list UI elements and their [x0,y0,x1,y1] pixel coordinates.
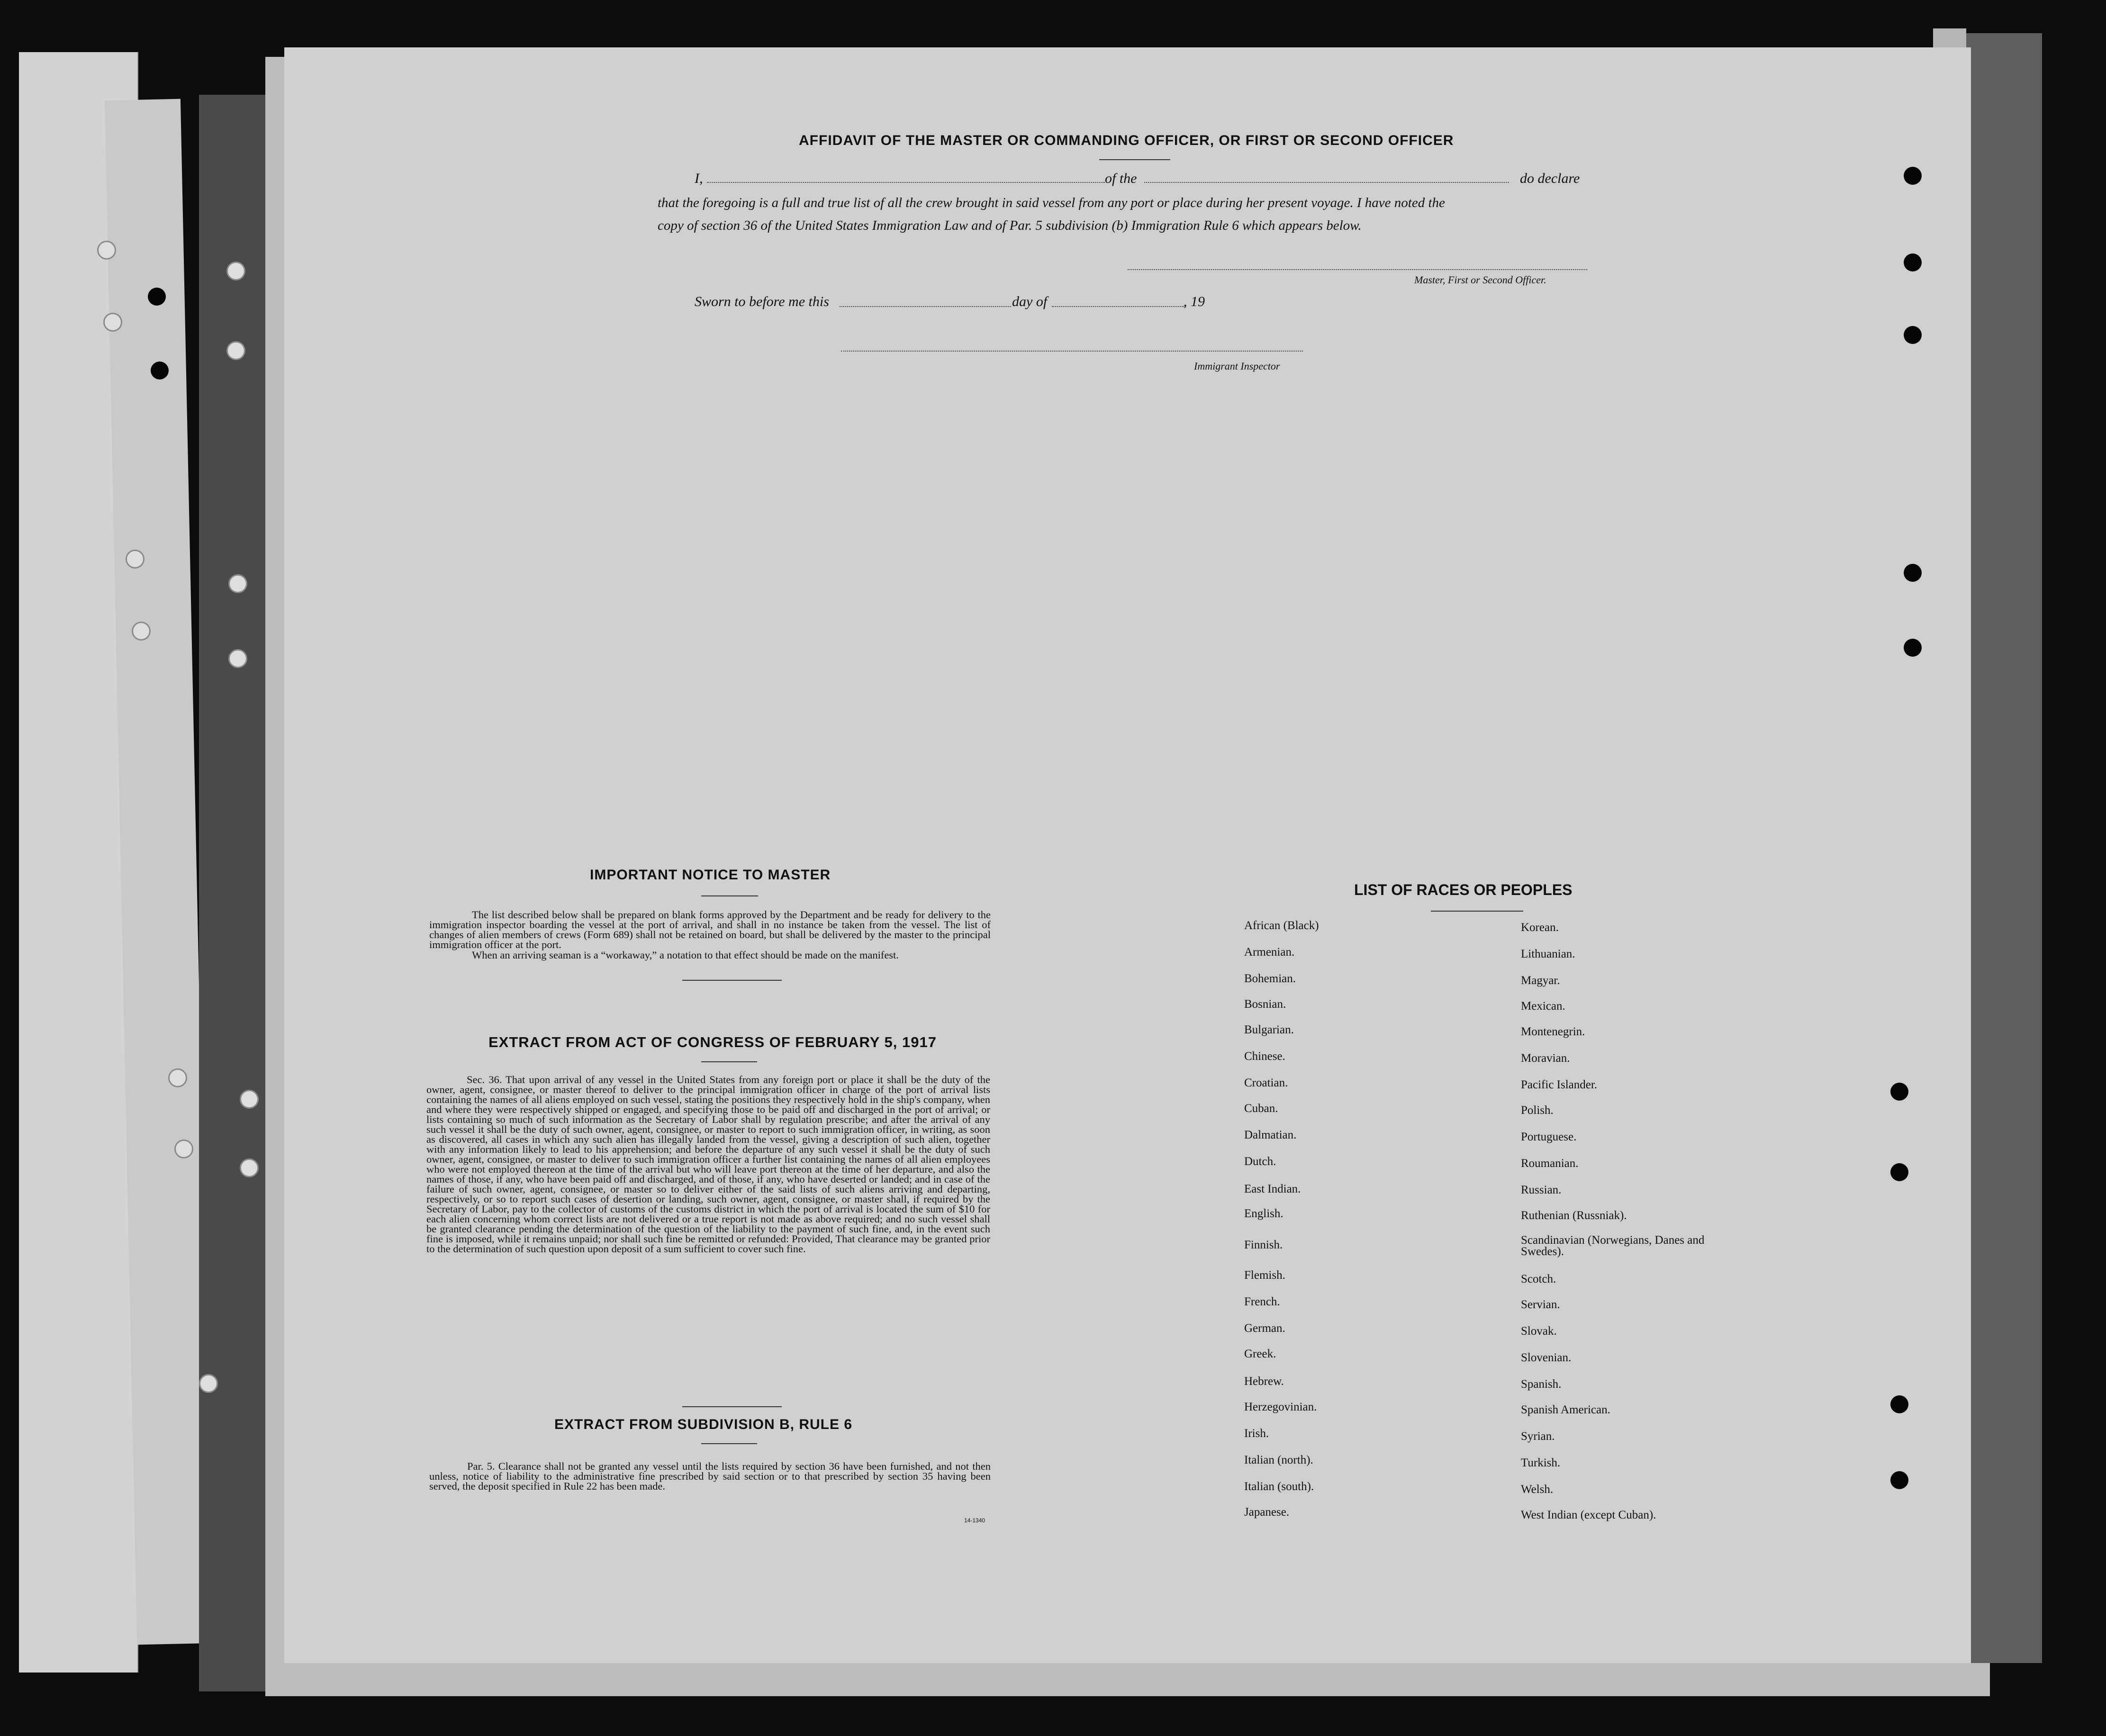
race-item: Cuban. [1244,1102,1278,1115]
race-item: Finnish. [1244,1239,1283,1251]
race-item: Slovenian. [1521,1351,1572,1364]
punch-hole [151,362,169,380]
race-item: Ruthenian (Russniak). [1521,1209,1627,1222]
race-item: Syrian. [1521,1430,1555,1443]
affidavit-statement-line-3: copy of section 36 of the United States Immigration Law and of Par. 5 subdivision (b) Immigration Rule 6 which appears below. [658,218,1362,233]
race-item: Spanish American. [1521,1403,1610,1416]
race-item: Spanish. [1521,1378,1562,1391]
vessel-name-blank[interactable] [1144,182,1509,183]
race-item: Portuguese. [1521,1130,1577,1143]
punch-hole [199,1374,218,1393]
notice-paragraph-2: When an arriving seaman is a “workaway,” a notation to that effect should be made on the manifest. [472,949,899,961]
punch-hole [1904,326,1922,344]
punch-hole [168,1068,187,1087]
race-item: Hebrew. [1244,1375,1284,1388]
punch-hole [1890,1083,1908,1101]
race-item: Slovak. [1521,1325,1557,1338]
race-item: Italian (south). [1244,1480,1314,1493]
race-item: Bosnian. [1244,998,1286,1011]
races-title: LIST OF RACES OR PEOPLES [1354,881,1573,898]
race-item: Dalmatian. [1244,1129,1297,1141]
notice-title: IMPORTANT NOTICE TO MASTER [590,867,831,883]
act-section-36-text: Sec. 36. That upon arrival of any vessel in the United States from any foreign port or place it shall be the duty of the owner, agent, consignee, or master thereof to deliver to the principal immigration officer in charge of the port of arrival lists containing the names of all aliens employed on such vessel, stating the positions they respectively hold in the ship's company, when and where they were respectively shipped or engaged, and specifying those to be paid off and discharged in the port of arrival; or lists containing so much of such information as the Secretary of Labor shall by regulation prescribe; and after the arrival of any such vessel it shall be the duty of such owner, agent, consignee, or master to report to such immigration officer, in writing, as soon as discovered, all cases in which any such alien has illegally landed from the vessel, giving a description of such alien, together with any information likely to lead to his apprehension; and before the departure of any such vessel it shall be the duty of such owner, agent, consignee, or master to deliver to such immigration officer a further list containing the names of all alien employees who were not employed thereon at the time of the arrival but who will leave port thereon at the time of her departure, and also the names of those, if any, who have been paid off and discharged, and of those, if any, who have deserted or landed; and in case of the failure of such owner, agent, consignee, or master so to deliver either of the said lists of such aliens arriving and departing, respectively, or so to report such cases of desertion or landing, such owner, agent, consignee, or master shall, if required by the Secretary of Labor, pay to the collector of customs of the customs district in which the port of arrival is located the sum of $10 for each alien concerning whom correct lists are not delivered or a true report is not made as above required; and no such vessel shall be granted clearance pending the determination of the question of the liability to the payment of such fine, and, in the event such fine is imposed, while it remains unpaid; nor shall such fine be remitted or refunded: Provided, That clearance may be granted prior to the determination of such question upon deposit of a sum sufficient to cover such fine. [426,1074,990,1255]
master-signature-caption: Master, First or Second Officer. [1414,274,1546,286]
punch-hole [226,262,245,280]
punch-hole [1904,564,1922,582]
divider [701,1443,757,1444]
punch-hole [1890,1163,1908,1181]
affidavit-i-label: I, [695,171,703,186]
race-item: Russian. [1521,1184,1562,1196]
race-item: French. [1244,1295,1280,1308]
race-item: Bulgarian. [1244,1023,1294,1036]
day-of-label: day of [1012,294,1048,309]
sworn-label: Sworn to before me this [695,294,829,309]
rule6-extract-title: EXTRACT FROM SUBDIVISION B, RULE 6 [554,1417,853,1432]
punch-hole [1904,167,1922,185]
punch-hole [1904,253,1922,271]
race-item: Scandinavian (Norwegians, Danes and Swedes). [1521,1234,1705,1258]
race-item: Servian. [1521,1298,1560,1311]
race-item: East Indian. [1244,1183,1301,1195]
affidavit-statement-line-2: that the foregoing is a full and true list of all the crew brought in said vessel from any port or place during her present voyage. I have noted the [658,195,1445,210]
race-item: Italian (north). [1244,1454,1313,1466]
race-item: Chinese. [1244,1050,1285,1063]
divider [1431,911,1523,912]
notice-paragraph-1: The list described below shall be prepared on blank forms approved by the Department and be ready for delivery to the immigration inspector boarding the vessel at the port of arrival, and shall in no instance be taken from the vessel. The list of changes of alien members of crews (Form 689) shall not be retained on board, but shall be delivered by the master to the principal immigration officer at the port. [429,909,991,950]
race-item: Irish. [1244,1427,1269,1440]
punch-hole [148,288,166,306]
punch-hole [1904,639,1922,657]
punch-hole [126,550,145,569]
inspector-signature-line[interactable] [841,351,1303,352]
race-item: West Indian (except Cuban). [1521,1509,1656,1521]
punch-hole [228,574,247,593]
sworn-month-blank[interactable] [1052,306,1184,307]
inspector-caption: Immigrant Inspector [1194,360,1280,372]
divider [701,1061,757,1062]
affidavit-declare-label: do declare [1520,171,1580,186]
race-item: Pacific Islander. [1521,1078,1598,1091]
master-signature-line[interactable] [1128,269,1587,270]
race-item: Herzegovinian. [1244,1401,1317,1413]
divider [682,1406,782,1407]
race-item: Scotch. [1521,1273,1556,1285]
punch-hole [1890,1471,1908,1489]
right-binding-edge [1966,33,2042,1663]
race-item: Turkish. [1521,1456,1561,1469]
race-item: Mexican. [1521,1000,1565,1013]
race-item: African (Black) [1244,919,1319,932]
race-item: Japanese. [1244,1506,1290,1519]
binding-shadow [199,95,265,1691]
punch-hole [240,1158,259,1177]
master-name-blank[interactable] [707,182,1105,183]
affidavit-title: AFFIDAVIT OF THE MASTER OR COMMANDING OFFICER, OR FIRST OR SECOND OFFICER [799,133,1454,148]
form-number: 14-1340 [964,1517,985,1524]
race-item: Greek. [1244,1347,1276,1360]
race-item: English. [1244,1207,1283,1220]
race-item: German. [1244,1322,1285,1335]
punch-hole [240,1090,259,1109]
sworn-day-blank[interactable] [840,306,1011,307]
punch-hole [174,1139,193,1158]
race-item: Roumanian. [1521,1157,1579,1170]
sworn-year-label: , 19 [1184,294,1205,309]
punch-hole [97,241,116,260]
race-item: Magyar. [1521,974,1560,987]
race-item: Montenegrin. [1521,1025,1585,1038]
race-item: Flemish. [1244,1269,1285,1282]
punch-hole [132,622,151,641]
rule6-paragraph: Par. 5. Clearance shall not be granted any vessel until the lists required by section 36 have been furnished, and not then unless, notice of liability to the administrative fine prescribed by said section or to that prescribed by section 35 having been served, the deposit specified in Rule 22 has been made. [429,1460,991,1492]
manifest-page [284,47,1971,1663]
divider [682,980,782,981]
race-item: Bohemian. [1244,972,1296,985]
affidavit-of-label: of the [1105,171,1137,186]
race-item: Dutch. [1244,1155,1276,1168]
punch-hole [228,649,247,668]
divider [701,895,758,896]
punch-hole [226,341,245,360]
race-item: Armenian. [1244,946,1295,958]
race-item: Welsh. [1521,1483,1554,1496]
act-extract-title: EXTRACT FROM ACT OF CONGRESS OF FEBRUARY 5, 1917 [488,1034,937,1050]
race-item: Moravian. [1521,1052,1570,1065]
race-item: Lithuanian. [1521,948,1575,960]
punch-hole [1890,1395,1908,1413]
race-item: Korean. [1521,921,1559,934]
race-item: Polish. [1521,1104,1554,1117]
divider [1099,159,1170,160]
race-item: Croatian. [1244,1076,1288,1089]
punch-hole [103,313,122,332]
